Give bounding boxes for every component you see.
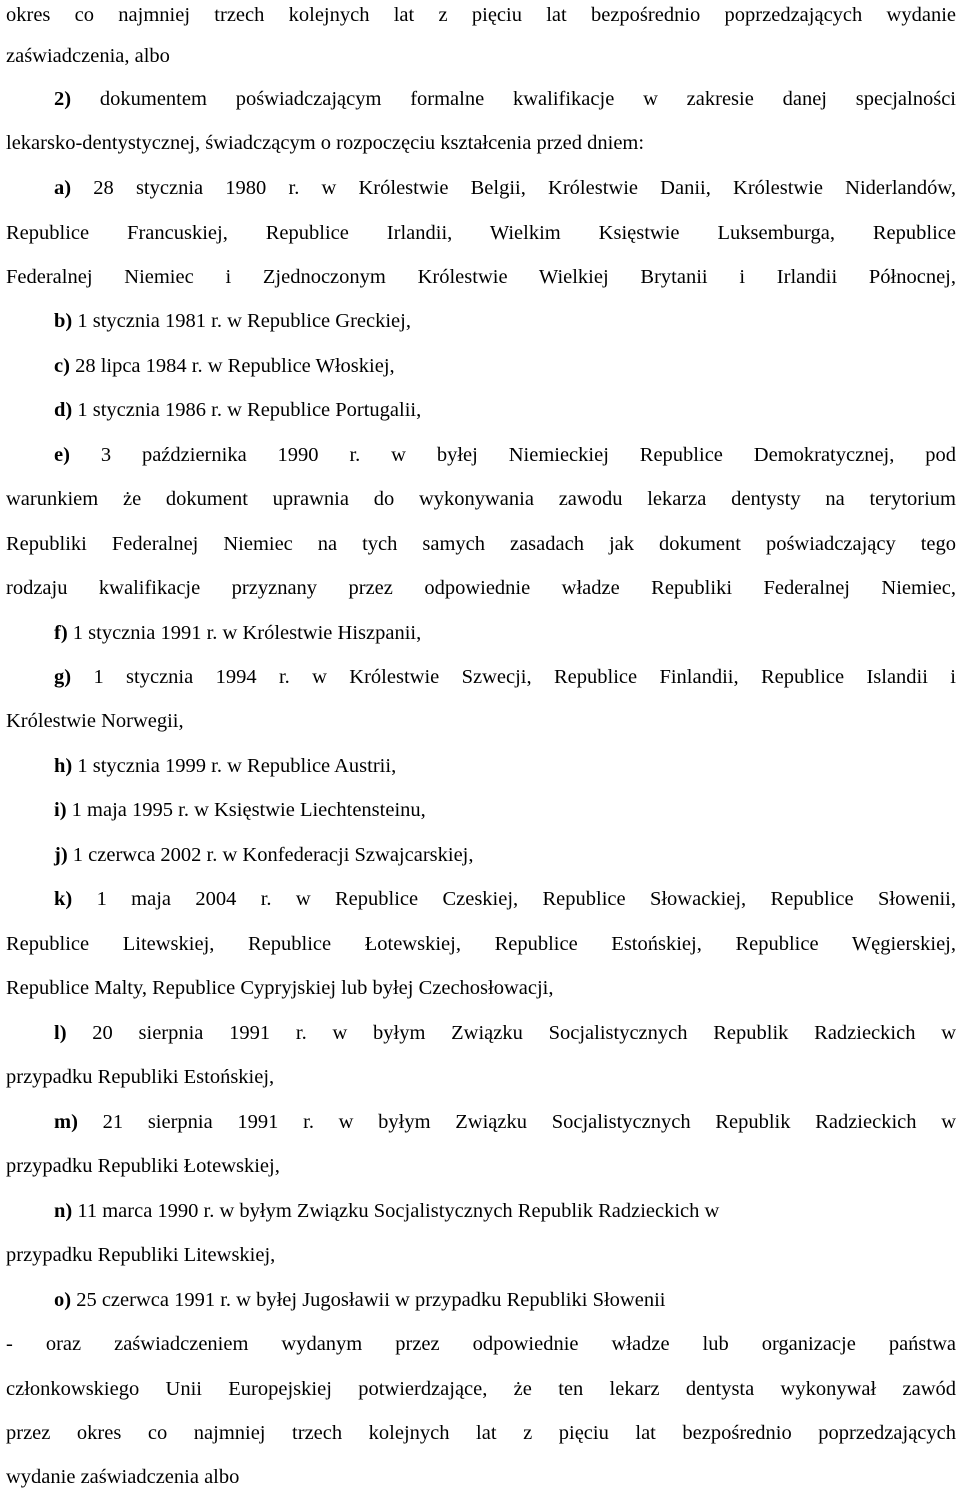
list-label: j) (54, 844, 68, 866)
list-label: i) (54, 799, 67, 821)
list-item-m: m) 21 sierpnia 1991 r. w byłym Związku Socjalistycznych Republik Radzieckich w (54, 1111, 956, 1133)
list-item-h: h) 1 stycznia 1999 r. w Republice Austrii, (54, 755, 397, 777)
list-item-n: n) 11 marca 1990 r. w byłym Związku Socjalistycznych Republik Radzieckich w (54, 1200, 720, 1222)
text-line: - oraz zaświadczeniem wydanym przez odpowiednie władze lub organizacje państwa (6, 1333, 956, 1355)
list-item-b: b) 1 stycznia 1981 r. w Republice Greckiej, (54, 310, 411, 332)
list-item-2: 2) dokumentem poświadczającym formalne kwalifikacje w zakresie danej specjalności (54, 88, 956, 110)
list-label: h) (54, 755, 73, 777)
text-line: Republice Francuskiej, Republice Irlandii, Wielkim Księstwie Luksemburga, Republice (6, 222, 956, 244)
list-label: k) (54, 888, 73, 910)
list-label: d) (54, 399, 73, 421)
list-label: b) (54, 310, 73, 332)
text-line: okres co najmniej trzech kolejnych lat z pięciu lat bezpośrednio poprzedzających wydanie (6, 4, 956, 26)
text-line: przypadku Republiki Łotewskiej, (6, 1155, 280, 1177)
list-item-a: a) 28 stycznia 1980 r. w Królestwie Belgii, Królestwie Danii, Królestwie Niderlandów, (54, 177, 956, 199)
list-label: g) (54, 666, 72, 688)
text-line: warunkiem że dokument uprawnia do wykonywania zawodu lekarza dentysty na terytorium (6, 488, 956, 510)
text-line: wydanie zaświadczenia albo (6, 1466, 240, 1488)
list-label: e) (54, 444, 70, 466)
text-line: Republice Litewskiej, Republice Łotewskiej, Republice Estońskiej, Republice Węgierskiej, (6, 933, 956, 955)
list-item-i: i) 1 maja 1995 r. w Księstwie Liechtensteinu, (54, 799, 426, 821)
list-label: c) (54, 355, 70, 377)
list-item-d: d) 1 stycznia 1986 r. w Republice Portugalii, (54, 399, 422, 421)
text-line: Republice Malty, Republice Cypryjskiej lub byłej Czechosłowacji, (6, 977, 554, 999)
list-label: a) (54, 177, 72, 199)
list-item-j: j) 1 czerwca 2002 r. w Konfederacji Szwajcarskiej, (54, 844, 474, 866)
text-line: przypadku Republiki Estońskiej, (6, 1066, 275, 1088)
list-item-g: g) 1 stycznia 1994 r. w Królestwie Szwecji, Republice Finlandii, Republice Islandii i (54, 666, 956, 688)
list-label: o) (54, 1289, 72, 1311)
list-item-e: e) 3 października 1990 r. w byłej Niemieckiej Republice Demokratycznej, pod (54, 444, 956, 466)
list-item-o: o) 25 czerwca 1991 r. w byłej Jugosławii w przypadku Republiki Słowenii (54, 1289, 666, 1311)
list-item-c: c) 28 lipca 1984 r. w Republice Włoskiej, (54, 355, 395, 377)
text-line: Republiki Federalnej Niemiec na tych samych zasadach jak dokument poświadczający tego (6, 533, 956, 555)
list-item-l: l) 20 sierpnia 1991 r. w byłym Związku Socjalistycznych Republik Radzieckich w (54, 1022, 956, 1044)
list-label: 2) (54, 88, 72, 110)
text-line: przypadku Republiki Litewskiej, (6, 1244, 276, 1266)
list-label: f) (54, 622, 68, 644)
list-label: l) (54, 1022, 67, 1044)
list-label: m) (54, 1111, 78, 1133)
list-item-f: f) 1 stycznia 1991 r. w Królestwie Hiszpanii, (54, 622, 422, 644)
text-line: lekarsko-dentystycznej, świadczącym o rozpoczęciu kształcenia przed dniem: (6, 132, 645, 154)
text-line: Królestwie Norwegii, (6, 710, 184, 732)
text-line: rodzaju kwalifikacje przyznany przez odpowiednie władze Republiki Federalnej Niemiec, (6, 577, 956, 599)
text-line: członkowskiego Unii Europejskiej potwierdzające, że ten lekarz dentysta wykonywał zawód (6, 1378, 956, 1400)
text-line: zaświadczenia, albo (6, 45, 170, 67)
list-label: n) (54, 1200, 73, 1222)
text-line: Federalnej Niemiec i Zjednoczonym Królestwie Wielkiej Brytanii i Irlandii Północnej, (6, 266, 956, 288)
text-line: przez okres co najmniej trzech kolejnych lat z pięciu lat bezpośrednio poprzedzających (6, 1422, 956, 1444)
list-item-k: k) 1 maja 2004 r. w Republice Czeskiej, Republice Słowackiej, Republice Słowenii, (54, 888, 956, 910)
